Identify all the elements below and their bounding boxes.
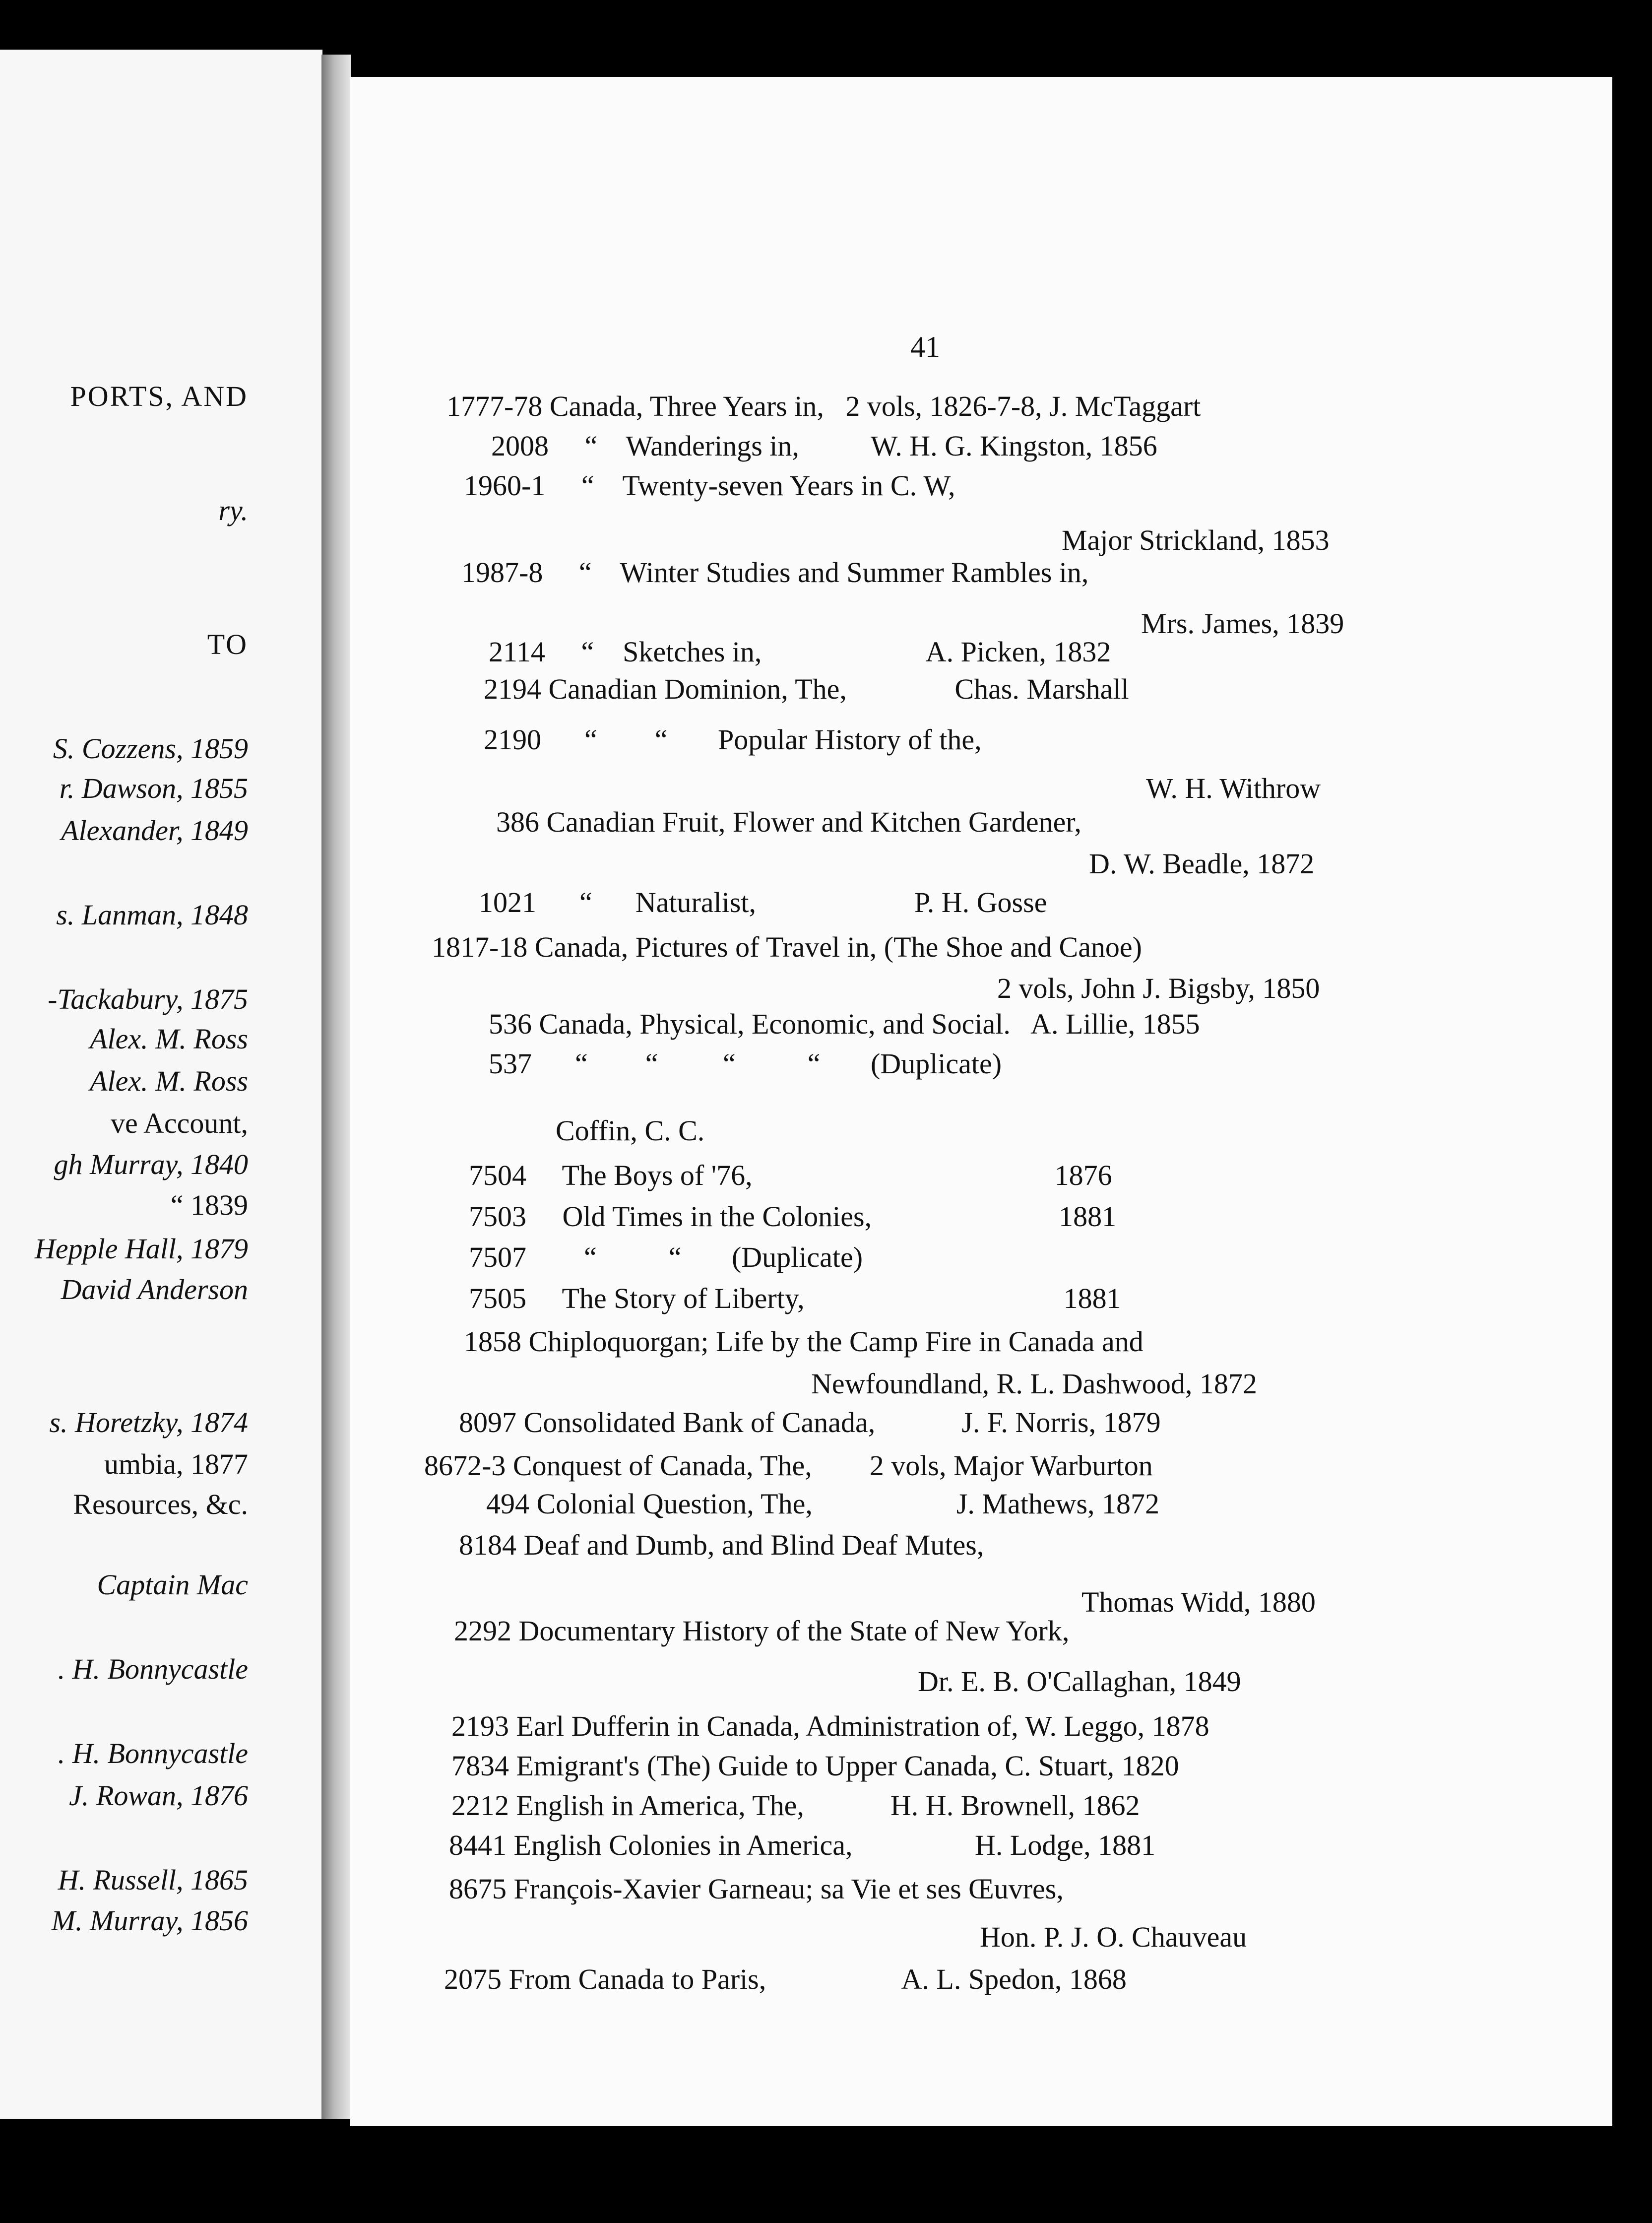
catalog-entry-line: 1960-1 “ Twenty-seven Years in C. W,	[464, 469, 955, 502]
catalog-entry-line: 7504 The Boys of '76, 1876	[469, 1159, 1112, 1191]
left-catalog-line: “ 1839	[170, 1189, 248, 1221]
catalog-entry-line: 1021 “ Naturalist, P. H. Gosse	[479, 886, 1047, 918]
catalog-entry-line: 386 Canadian Fruit, Flower and Kitchen Gardener,	[496, 806, 1081, 838]
left-catalog-line: ry.	[218, 494, 248, 526]
left-catalog-line: Resources, &c.	[73, 1488, 248, 1520]
left-catalog-line: Alex. M. Ross	[90, 1023, 248, 1055]
catalog-entry-line: 8441 English Colonies in America, H. Lodge, 1881	[449, 1829, 1156, 1861]
catalog-entry-line: 8184 Deaf and Dumb, and Blind Deaf Mutes,	[459, 1529, 984, 1561]
catalog-entry-line: 8675 François-Xavier Garneau; sa Vie et ses Œuvres,	[449, 1873, 1064, 1905]
catalog-entry-line: 494 Colonial Question, The, J. Mathews, 1872	[486, 1488, 1160, 1520]
catalog-entry-line: 1858 Chiploquorgan; Life by the Camp Fire in Canada and	[464, 1325, 1144, 1358]
catalog-entry-line: Thomas Widd, 1880	[1081, 1586, 1316, 1618]
left-catalog-line: S. Cozzens, 1859	[53, 732, 248, 765]
catalog-entry-line: 2008 “ Wanderings in, W. H. G. Kingston, 1856	[491, 430, 1157, 462]
left-catalog-line: r. Dawson, 1855	[59, 772, 248, 804]
catalog-entry-line: 7507 “ “ (Duplicate)	[469, 1241, 863, 1273]
left-catalog-line: umbia, 1877	[104, 1448, 248, 1480]
page-gutter	[321, 55, 351, 2119]
catalog-entry-line: 2193 Earl Dufferin in Canada, Administration of, W. Leggo, 1878	[451, 1710, 1209, 1742]
catalog-entry-line: 537 “ “ “ “ (Duplicate)	[489, 1047, 1002, 1080]
catalog-entry-line: Dr. E. B. O'Callaghan, 1849	[918, 1665, 1241, 1698]
catalog-entry-line: 2114 “ Sketches in, A. Picken, 1832	[489, 636, 1111, 668]
page-number: 41	[910, 330, 940, 363]
catalog-entry-line: 2194 Canadian Dominion, The, Chas. Marshall	[484, 673, 1129, 705]
left-catalog-line: Alex. M. Ross	[90, 1065, 248, 1097]
left-catalog-line: J. Rowan, 1876	[69, 1779, 248, 1812]
left-catalog-line: TO	[207, 628, 248, 660]
catalog-entry-line: 8672-3 Conquest of Canada, The, 2 vols, Major Warburton	[424, 1449, 1153, 1482]
left-catalog-line: s. Lanman, 1848	[56, 899, 248, 931]
catalog-entry-line: 8097 Consolidated Bank of Canada, J. F. Norris, 1879	[459, 1406, 1161, 1438]
left-catalog-line: ve Account,	[110, 1107, 248, 1139]
catalog-entry-line: Major Strickland, 1853	[1062, 524, 1330, 556]
catalog-entry-line: Coffin, C. C.	[556, 1114, 705, 1147]
left-catalog-line: H. Russell, 1865	[58, 1864, 248, 1896]
left-catalog-line: Alexander, 1849	[61, 814, 248, 847]
catalog-entry-line: D. W. Beadle, 1872	[1089, 848, 1315, 880]
catalog-entry-line: 1777-78 Canada, Three Years in, 2 vols, 1826-7-8, J. McTaggart	[446, 390, 1201, 422]
catalog-entry-line: Mrs. James, 1839	[1141, 607, 1344, 640]
left-catalog-line: . H. Bonnycastle	[58, 1737, 248, 1769]
catalog-entry-line: 2292 Documentary History of the State of New York,	[454, 1615, 1070, 1647]
left-catalog-line: s. Horetzky, 1874	[49, 1406, 248, 1438]
left-catalog-line: Hepple Hall, 1879	[34, 1233, 248, 1265]
catalog-entry-line: W. H. Withrow	[1146, 772, 1321, 804]
left-catalog-line: David Anderson	[61, 1273, 248, 1306]
catalog-entry-line: 2190 “ “ Popular History of the,	[484, 723, 982, 756]
catalog-entry-line: 1987-8 “ Winter Studies and Summer Rambles in,	[461, 556, 1089, 588]
catalog-entry-line: Hon. P. J. O. Chauveau	[980, 1921, 1247, 1953]
left-catalog-line: Captain Mac	[97, 1569, 248, 1601]
catalog-entry-line: 536 Canada, Physical, Economic, and Social. A. Lillie, 1855	[489, 1008, 1200, 1040]
catalog-entry-line: Newfoundland, R. L. Dashwood, 1872	[811, 1368, 1257, 1400]
left-catalog-line: PORTS, AND	[70, 380, 248, 412]
catalog-entry-line: 7503 Old Times in the Colonies, 1881	[469, 1200, 1117, 1233]
catalog-entry-line: 7505 The Story of Liberty, 1881	[469, 1282, 1121, 1314]
left-catalog-line: . H. Bonnycastle	[58, 1653, 248, 1685]
catalog-entry-line: 2 vols, John J. Bigsby, 1850	[997, 972, 1320, 1004]
catalog-entry-line: 2075 From Canada to Paris, A. L. Spedon, 1868	[444, 1963, 1127, 1995]
catalog-entry-line: 2212 English in America, The, H. H. Brownell, 1862	[451, 1789, 1140, 1822]
left-catalog-line: M. Murray, 1856	[51, 1904, 248, 1937]
left-catalog-line: gh Murray, 1840	[54, 1148, 248, 1180]
catalog-entry-line: 7834 Emigrant's (The) Guide to Upper Canada, C. Stuart, 1820	[451, 1750, 1179, 1782]
catalog-entry-line: 1817-18 Canada, Pictures of Travel in, (The Shoe and Canoe)	[432, 931, 1142, 963]
left-catalog-line: -Tackabury, 1875	[48, 983, 248, 1015]
